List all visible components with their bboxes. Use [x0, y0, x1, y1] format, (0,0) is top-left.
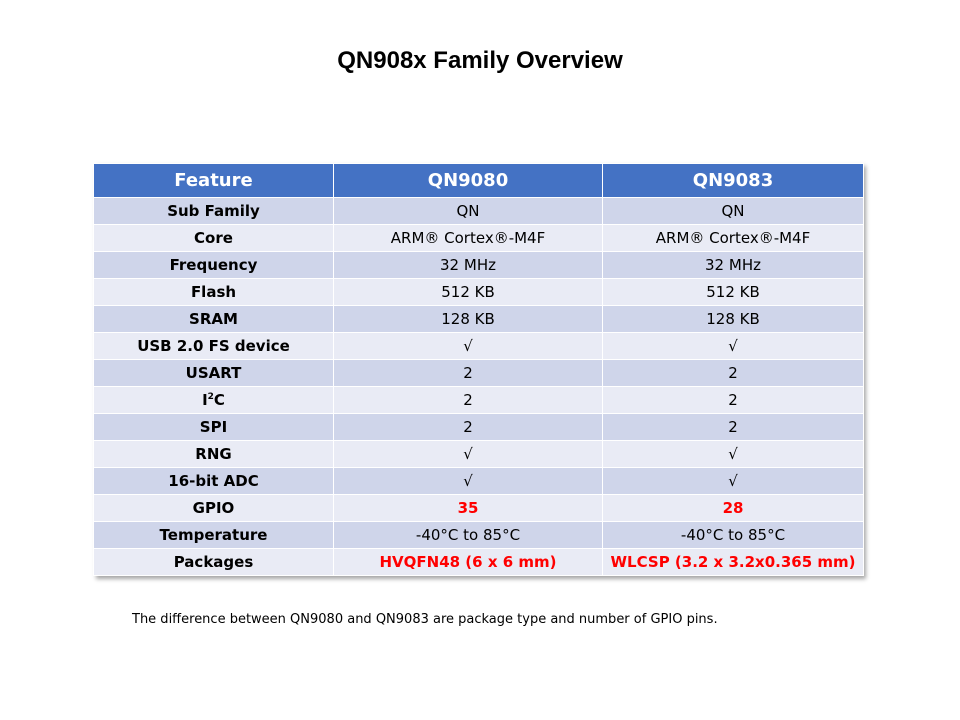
row-qn9080-cell: 512 KB	[334, 279, 603, 306]
row-qn9083-cell: 28	[603, 495, 864, 522]
family-overview-table	[93, 163, 864, 576]
row-qn9080-cell: √	[334, 333, 603, 360]
row-feature-cell: RNG	[94, 441, 334, 468]
row-qn9083-cell: QN	[603, 198, 864, 225]
row-qn9083-cell: WLCSP (3.2 x 3.2x0.365 mm)	[603, 549, 864, 576]
table-row	[94, 333, 864, 360]
table-row	[94, 198, 864, 225]
table-body	[94, 198, 864, 576]
row-qn9080-cell: ARM® Cortex®-M4F	[334, 225, 603, 252]
row-qn9083-cell: ARM® Cortex®-M4F	[603, 225, 864, 252]
row-qn9083-cell: 128 KB	[603, 306, 864, 333]
table-row	[94, 441, 864, 468]
table-row	[94, 414, 864, 441]
row-feature-cell: Packages	[94, 549, 334, 576]
slide-title: QN908x Family Overview	[337, 47, 623, 74]
row-qn9080-cell: √	[334, 441, 603, 468]
table-row	[94, 549, 864, 576]
row-qn9080-cell: 2	[334, 360, 603, 387]
family-overview-table-container	[93, 163, 863, 576]
row-feature-cell: SPI	[94, 414, 334, 441]
row-qn9083-cell: 2	[603, 360, 864, 387]
row-feature-cell: Sub Family	[94, 198, 334, 225]
header-feature: Feature	[94, 164, 334, 198]
header-qn9083: QN9083	[603, 164, 864, 198]
table-row	[94, 306, 864, 333]
row-qn9083-cell: 512 KB	[603, 279, 864, 306]
row-qn9080-cell: √	[334, 468, 603, 495]
table-row	[94, 495, 864, 522]
footnote: The difference between QN9080 and QN9083 are package type and number of GPIO pins.	[132, 612, 718, 627]
row-qn9080-cell: 35	[334, 495, 603, 522]
table-row	[94, 225, 864, 252]
row-feature-cell: USART	[94, 360, 334, 387]
table-row	[94, 522, 864, 549]
row-qn9080-cell: -40°C to 85°C	[334, 522, 603, 549]
row-qn9083-cell: 2	[603, 387, 864, 414]
row-feature-cell: GPIO	[94, 495, 334, 522]
row-feature-cell: Frequency	[94, 252, 334, 279]
table-row	[94, 252, 864, 279]
row-feature-cell: Flash	[94, 279, 334, 306]
table-row	[94, 360, 864, 387]
row-feature-cell: 16-bit ADC	[94, 468, 334, 495]
row-feature-cell: USB 2.0 FS device	[94, 333, 334, 360]
row-qn9083-cell: √	[603, 441, 864, 468]
row-qn9083-cell: 2	[603, 414, 864, 441]
table-row	[94, 387, 864, 414]
table-row	[94, 279, 864, 306]
row-qn9080-cell: HVQFN48 (6 x 6 mm)	[334, 549, 603, 576]
row-qn9083-cell: -40°C to 85°C	[603, 522, 864, 549]
row-qn9080-cell: 2	[334, 387, 603, 414]
row-feature-cell: SRAM	[94, 306, 334, 333]
row-qn9083-cell: √	[603, 333, 864, 360]
table-row	[94, 468, 864, 495]
row-feature-cell: Temperature	[94, 522, 334, 549]
row-feature-cell: Core	[94, 225, 334, 252]
table-header-row	[94, 164, 864, 198]
row-qn9083-cell: 32 MHz	[603, 252, 864, 279]
row-qn9080-cell: QN	[334, 198, 603, 225]
row-qn9083-cell: √	[603, 468, 864, 495]
row-qn9080-cell: 2	[334, 414, 603, 441]
row-qn9080-cell: 32 MHz	[334, 252, 603, 279]
header-qn9080: QN9080	[334, 164, 603, 198]
row-feature-cell: $I^2C$	[94, 387, 334, 414]
row-qn9080-cell: 128 KB	[334, 306, 603, 333]
